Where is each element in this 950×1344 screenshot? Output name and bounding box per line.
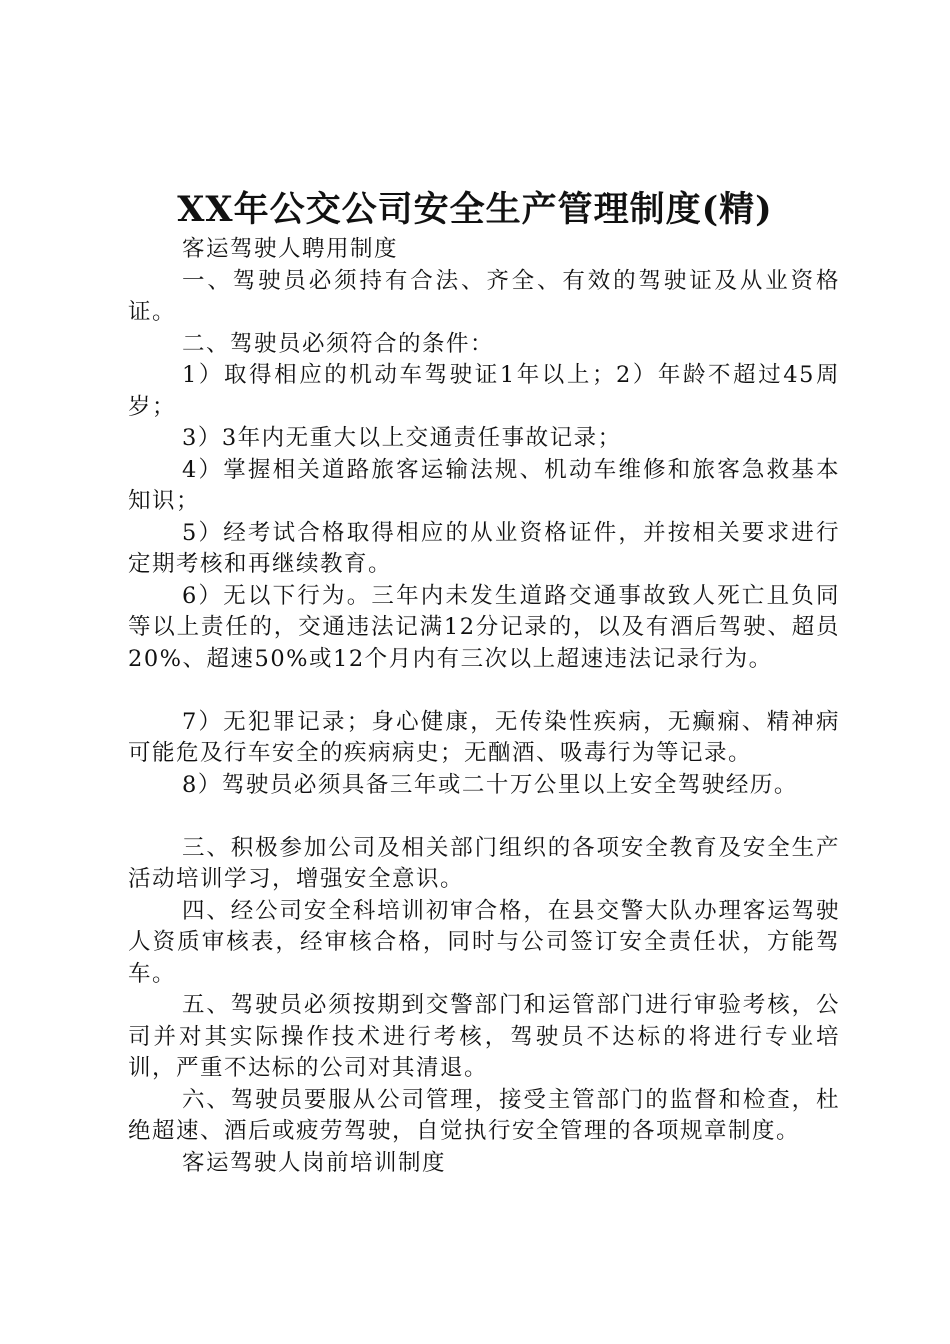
paragraph-condition-7: 7）无犯罪记录；身心健康，无传染性疾病，无癫痫、精神病可能危及行车安全的疾病病史；无酗酒、吸毒行为等记录。 <box>128 708 840 766</box>
paragraph-item-6: 六、驾驶员要服从公司管理，接受主管部门的监督和检查，杜绝超速、酒后或疲劳驾驶，自觉执行安全管理的各项规章制度。 <box>128 1086 840 1144</box>
section-heading-hiring: 客运驾驶人聘用制度 <box>182 236 399 262</box>
paragraph-condition-1: 1）取得相应的机动车驾驶证1年以上；2）年龄不超过45周岁； <box>128 362 840 420</box>
paragraph-item-1: 一、驾驶员必须持有合法、齐全、有效的驾驶证及从业资格证。 <box>128 267 840 325</box>
paragraph-item-5: 五、驾驶员必须按期到交警部门和运管部门进行审验考核，公司并对其实际操作技术进行考核，驾驶员不达标的将进行专业培训，严重不达标的公司对其清退。 <box>128 992 840 1081</box>
section-heading-training: 客运驾驶人岗前培训制度 <box>182 1149 447 1176</box>
paragraph-condition-6: 6）无以下行为。三年内未发生道路交通事故致人死亡且负同等以上责任的，交通违法记满12分记录的，以及有酒后驾驶、超员20%、超速50%或12个月内有三次以上超速违法记录行为。 <box>128 582 840 672</box>
paragraph-item-4: 四、经公司安全科培训初审合格，在县交警大队办理客运驾驶人资质审核表，经审核合格，同时与公司签订安全责任状，方能驾车。 <box>128 897 840 987</box>
blank-line <box>128 801 840 833</box>
document-body <box>128 234 840 1179</box>
blank-line <box>128 675 840 707</box>
paragraph-item-3: 三、积极参加公司及相关部门组织的各项安全教育及安全生产活动培训学习，增强安全意识。 <box>128 834 840 892</box>
paragraph-condition-4: 4）掌握相关道路旅客运输法规、机动车维修和旅客急救基本知识； <box>128 456 840 514</box>
document-title: XX年公交公司安全生产管理制度(精) <box>177 189 773 230</box>
paragraph-condition-5: 5）经考试合格取得相应的从业资格证件，并按相关要求进行定期考核和再继续教育。 <box>128 519 840 577</box>
paragraph-condition-3: 3）3年内无重大以上交通责任事故记录； <box>182 425 622 451</box>
paragraph-condition-8: 8）驾驶员必须具备三年或二十万公里以上安全驾驶经历。 <box>182 771 798 798</box>
paragraph-item-2: 二、驾驶员必须符合的条件： <box>182 330 495 357</box>
